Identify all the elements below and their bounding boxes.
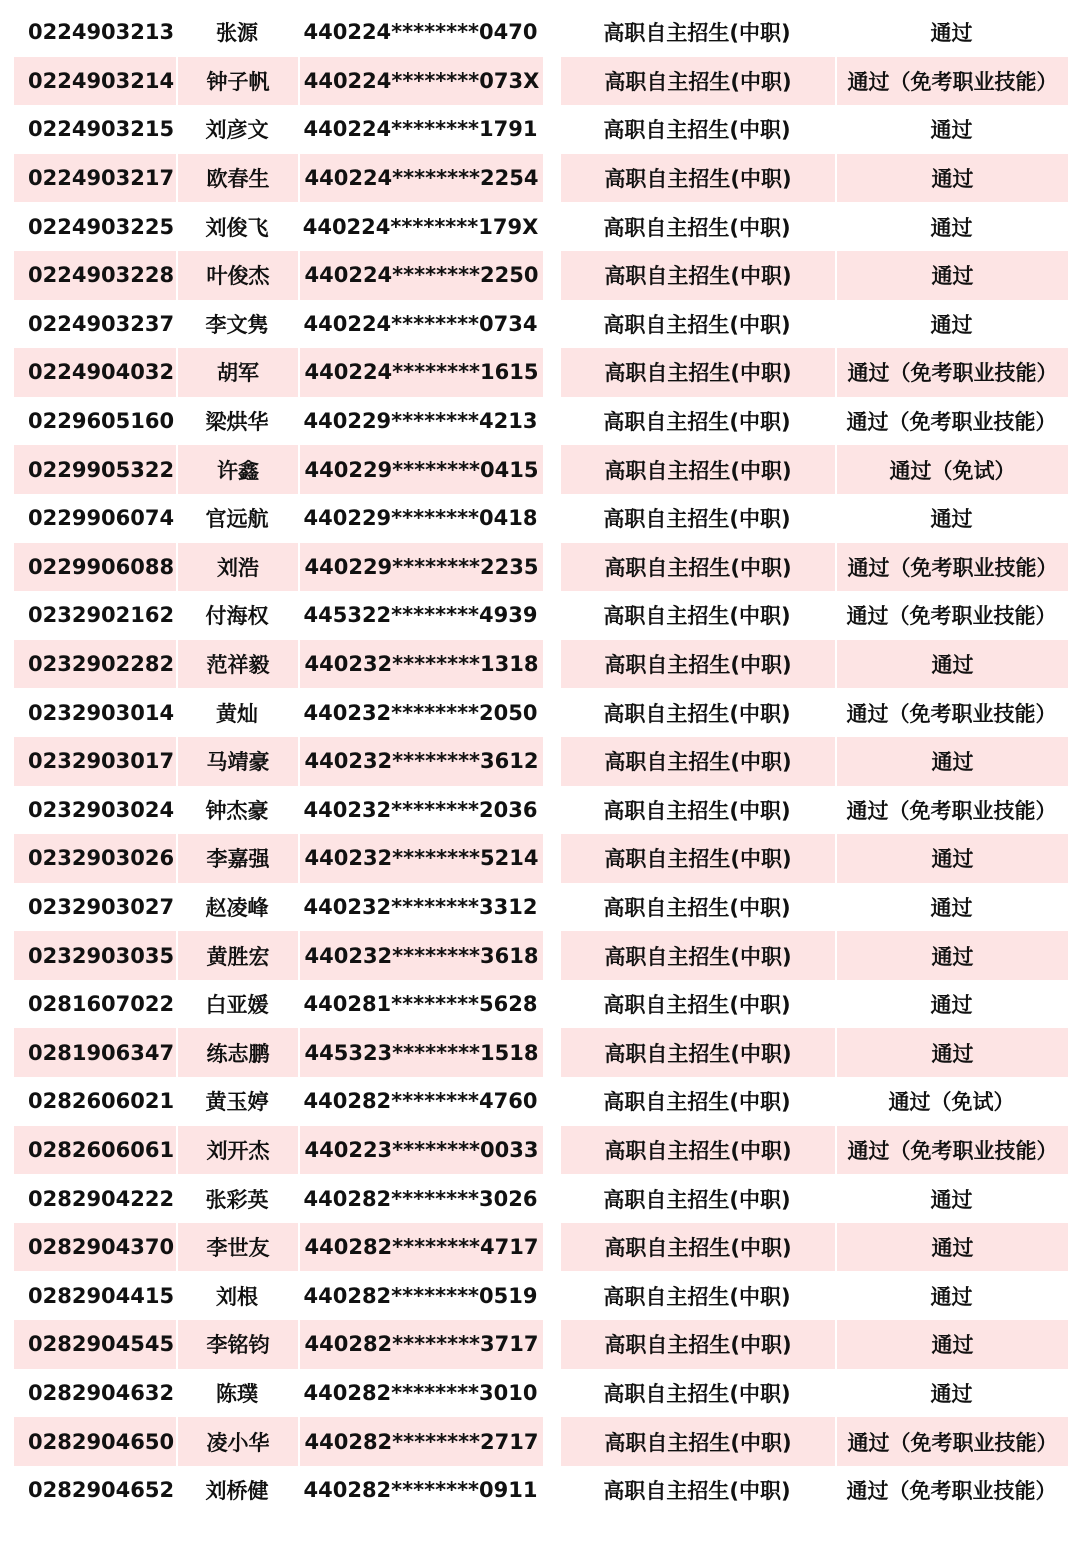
exam-number-cell: 0282606021 (28, 1089, 175, 1114)
admission-type-cell: 高职自主招生(中职) (559, 1320, 835, 1369)
student-name-cell: 刘浩 (176, 543, 298, 592)
student-name-cell: 刘开杰 (176, 1126, 298, 1175)
student-name-cell: 官远航 (205, 507, 269, 532)
admission-type-cell: 高职自主招生(中职) (559, 154, 835, 203)
result-cell: 通过 (930, 895, 973, 920)
id-card-cell: 440224********179X (302, 214, 539, 239)
exam-number-cell: 0229605160 (28, 409, 175, 434)
results-body (14, 8, 1068, 1514)
table-row (14, 688, 1068, 737)
table-row (14, 834, 1068, 883)
admission-type-cell: 高职自主招生(中职) (603, 215, 791, 240)
student-name-cell: 刘根 (216, 1284, 258, 1309)
exam-number-cell: 0229905322 (14, 445, 176, 494)
spacer-cell (543, 591, 559, 640)
table-row (14, 494, 1068, 543)
table-row (14, 445, 1068, 494)
spacer-cell (543, 883, 559, 932)
student-name-cell: 张源 (216, 21, 258, 46)
spacer-cell (543, 640, 559, 689)
table-row (14, 786, 1068, 835)
id-card-cell: 440223********0033 (298, 1126, 543, 1175)
spacer-cell (543, 1417, 559, 1466)
exam-number-cell: 0281906347 (14, 1028, 176, 1077)
result-cell: 通过 (930, 507, 973, 532)
exam-number-cell: 0224903217 (14, 154, 176, 203)
id-card-cell: 440281********5628 (303, 992, 538, 1017)
table-row (14, 1369, 1068, 1418)
admission-type-cell: 高职自主招生(中职) (559, 1126, 835, 1175)
exam-number-cell: 0224903213 (28, 20, 175, 45)
id-card-cell: 440282********4760 (303, 1089, 538, 1114)
id-card-cell: 440282********2717 (298, 1417, 543, 1466)
results-table (14, 8, 1068, 1514)
spacer-cell (543, 154, 559, 203)
admission-type-cell: 高职自主招生(中职) (603, 895, 791, 920)
student-name-cell: 李嘉强 (176, 834, 298, 883)
result-cell: 通过（免考职业技能） (835, 348, 1068, 397)
spacer-cell (543, 737, 559, 786)
spacer-cell (543, 57, 559, 106)
table-row (14, 980, 1068, 1029)
table-row (14, 57, 1068, 106)
exam-number-cell: 0282904222 (28, 1186, 175, 1211)
table-row (14, 640, 1068, 689)
admission-type-cell: 高职自主招生(中职) (603, 118, 791, 143)
spacer-cell (543, 397, 559, 446)
student-name-cell: 李文隽 (205, 312, 269, 337)
id-card-cell: 440224********1791 (303, 117, 538, 142)
table-row (14, 1223, 1068, 1272)
admission-type-cell: 高职自主招生(中职) (603, 1284, 791, 1309)
id-card-cell: 440224********2250 (298, 251, 543, 300)
admission-type-cell: 高职自主招生(中职) (603, 1479, 791, 1504)
spacer-cell (543, 1271, 559, 1320)
student-name-cell: 白亚媛 (205, 993, 269, 1018)
table-row (14, 1077, 1068, 1126)
result-cell: 通过 (930, 118, 973, 143)
result-cell: 通过（免考职业技能） (835, 1126, 1068, 1175)
admission-type-cell: 高职自主招生(中职) (559, 57, 835, 106)
admission-type-cell: 高职自主招生(中职) (603, 604, 791, 629)
student-name-cell: 练志鹏 (176, 1028, 298, 1077)
exam-number-cell: 0282904632 (28, 1380, 175, 1405)
student-name-cell: 李世友 (176, 1223, 298, 1272)
student-name-cell: 刘俊飞 (205, 215, 269, 240)
result-cell: 通过 (930, 993, 973, 1018)
id-card-cell: 440229********2235 (298, 543, 543, 592)
id-card-cell: 440282********0911 (303, 1478, 538, 1503)
exam-number-cell: 0282904545 (14, 1320, 176, 1369)
spacer-cell (543, 251, 559, 300)
exam-number-cell: 0232902162 (28, 603, 175, 628)
result-cell: 通过（免考职业技能） (835, 57, 1068, 106)
student-name-cell: 刘桥健 (205, 1479, 269, 1504)
admission-type-cell: 高职自主招生(中职) (559, 1417, 835, 1466)
result-cell: 通过（免试） (835, 445, 1068, 494)
id-card-cell: 445322********4939 (303, 603, 538, 628)
spacer-cell (543, 348, 559, 397)
admission-type-cell: 高职自主招生(中职) (559, 931, 835, 980)
admission-type-cell: 高职自主招生(中职) (603, 1187, 791, 1212)
table-row (14, 397, 1068, 446)
spacer-cell (543, 300, 559, 349)
admission-type-cell: 高职自主招生(中职) (603, 21, 791, 46)
exam-number-cell: 0224903228 (14, 251, 176, 300)
exam-number-cell: 0282904650 (14, 1417, 176, 1466)
admission-type-cell: 高职自主招生(中职) (559, 251, 835, 300)
id-card-cell: 440224********1615 (298, 348, 543, 397)
student-name-cell: 张彩英 (205, 1187, 269, 1212)
student-name-cell: 付海权 (205, 604, 269, 629)
result-cell: 通过 (835, 737, 1068, 786)
id-card-cell: 440282********3010 (303, 1380, 538, 1405)
exam-number-cell: 0282904415 (28, 1283, 175, 1308)
student-name-cell: 陈璞 (216, 1381, 258, 1406)
student-name-cell: 许鑫 (176, 445, 298, 494)
admission-type-cell: 高职自主招生(中职) (603, 993, 791, 1018)
spacer-cell (543, 786, 559, 835)
id-card-cell: 440229********4213 (303, 409, 538, 434)
table-row (14, 1126, 1068, 1175)
admission-type-cell: 高职自主招生(中职) (559, 348, 835, 397)
id-card-cell: 445323********1518 (298, 1028, 543, 1077)
admission-type-cell: 高职自主招生(中职) (603, 410, 791, 435)
table-row (14, 1028, 1068, 1077)
student-name-cell: 叶俊杰 (176, 251, 298, 300)
exam-number-cell: 0229906074 (28, 506, 175, 531)
result-cell: 通过 (835, 1320, 1068, 1369)
id-card-cell: 440282********4717 (298, 1223, 543, 1272)
spacer-cell (543, 1223, 559, 1272)
table-row (14, 1320, 1068, 1369)
id-card-cell: 440224********0734 (303, 311, 538, 336)
exam-number-cell: 0232903026 (14, 834, 176, 883)
exam-number-cell: 0232903027 (28, 894, 175, 919)
result-cell: 通过 (835, 1028, 1068, 1077)
result-cell: 通过 (930, 21, 973, 46)
id-card-cell: 440229********0415 (298, 445, 543, 494)
spacer-cell (543, 445, 559, 494)
id-card-cell: 440224********0470 (303, 20, 538, 45)
exam-number-cell: 0232903035 (14, 931, 176, 980)
exam-number-cell: 0224903237 (28, 311, 175, 336)
admission-type-cell: 高职自主招生(中职) (559, 543, 835, 592)
table-row (14, 737, 1068, 786)
admission-type-cell: 高职自主招生(中职) (603, 1090, 791, 1115)
table-row (14, 8, 1068, 57)
spacer-cell (543, 931, 559, 980)
exam-number-cell: 0232903024 (28, 797, 175, 822)
result-cell: 通过（免考职业技能） (835, 1417, 1068, 1466)
exam-number-cell: 0282904370 (14, 1223, 176, 1272)
exam-number-cell: 0281607022 (28, 992, 175, 1017)
admission-type-cell: 高职自主招生(中职) (603, 1381, 791, 1406)
result-cell: 通过（免考职业技能） (846, 604, 1057, 629)
student-name-cell: 钟子帆 (176, 57, 298, 106)
table-row (14, 154, 1068, 203)
admission-type-cell: 高职自主招生(中职) (559, 834, 835, 883)
spacer-cell (543, 1369, 559, 1418)
id-card-cell: 440232********3618 (298, 931, 543, 980)
table-row (14, 543, 1068, 592)
spacer-cell (543, 202, 559, 251)
id-card-cell: 440232********1318 (298, 640, 543, 689)
student-name-cell: 赵凌峰 (205, 895, 269, 920)
student-name-cell: 钟杰豪 (205, 798, 269, 823)
table-row (14, 931, 1068, 980)
admission-type-cell: 高职自主招生(中职) (603, 507, 791, 532)
spacer-cell (543, 1077, 559, 1126)
result-cell: 通过 (930, 1284, 973, 1309)
exam-number-cell: 0282904652 (28, 1478, 175, 1503)
result-cell: 通过（免考职业技能） (846, 1479, 1057, 1504)
result-cell: 通过（免考职业技能） (846, 798, 1057, 823)
table-row (14, 1271, 1068, 1320)
result-cell: 通过 (835, 1223, 1068, 1272)
admission-type-cell: 高职自主招生(中职) (603, 701, 791, 726)
exam-number-cell: 0229906088 (14, 543, 176, 592)
admission-type-cell: 高职自主招生(中职) (603, 798, 791, 823)
id-card-cell: 440229********0418 (303, 506, 538, 531)
student-name-cell: 黄灿 (216, 701, 258, 726)
student-name-cell: 欧春生 (176, 154, 298, 203)
table-row (14, 251, 1068, 300)
spacer-cell (543, 1028, 559, 1077)
student-name-cell: 黄胜宏 (176, 931, 298, 980)
table-row (14, 105, 1068, 154)
result-cell: 通过 (930, 312, 973, 337)
student-name-cell: 凌小华 (176, 1417, 298, 1466)
exam-number-cell: 0232903014 (28, 700, 175, 725)
table-row (14, 1417, 1068, 1466)
table-row (14, 202, 1068, 251)
result-cell: 通过 (930, 215, 973, 240)
result-cell: 通过（免考职业技能） (846, 701, 1057, 726)
table-row (14, 300, 1068, 349)
id-card-cell: 440224********2254 (298, 154, 543, 203)
spacer-cell (543, 494, 559, 543)
admission-type-cell: 高职自主招生(中职) (603, 312, 791, 337)
result-cell: 通过（免试） (888, 1090, 1015, 1115)
exam-number-cell: 0232902282 (14, 640, 176, 689)
id-card-cell: 440282********3026 (303, 1186, 538, 1211)
spacer-cell (543, 1320, 559, 1369)
table-row (14, 348, 1068, 397)
student-name-cell: 胡军 (176, 348, 298, 397)
student-name-cell: 范祥毅 (176, 640, 298, 689)
admission-type-cell: 高职自主招生(中职) (559, 640, 835, 689)
table-row (14, 1174, 1068, 1223)
result-cell: 通过 (835, 640, 1068, 689)
exam-number-cell: 0224904032 (14, 348, 176, 397)
result-cell: 通过 (835, 834, 1068, 883)
student-name-cell: 李铭钧 (176, 1320, 298, 1369)
student-name-cell: 马靖豪 (176, 737, 298, 786)
spacer-cell (543, 8, 559, 57)
spacer-cell (543, 1466, 559, 1515)
id-card-cell: 440232********2036 (303, 797, 538, 822)
table-row (14, 883, 1068, 932)
result-cell: 通过 (835, 154, 1068, 203)
id-card-cell: 440232********3612 (298, 737, 543, 786)
id-card-cell: 440282********3717 (298, 1320, 543, 1369)
spacer-cell (543, 105, 559, 154)
exam-number-cell: 0224903225 (28, 214, 175, 239)
id-card-cell: 440224********073X (298, 57, 543, 106)
student-name-cell: 刘彦文 (205, 118, 269, 143)
exam-number-cell: 0232903017 (14, 737, 176, 786)
id-card-cell: 440232********2050 (303, 700, 538, 725)
table-row (14, 591, 1068, 640)
table-row (14, 1466, 1068, 1515)
admission-type-cell: 高职自主招生(中职) (559, 1028, 835, 1077)
id-card-cell: 440232********5214 (298, 834, 543, 883)
admission-type-cell: 高职自主招生(中职) (559, 445, 835, 494)
admission-type-cell: 高职自主招生(中职) (559, 737, 835, 786)
result-cell: 通过 (930, 1187, 973, 1212)
result-cell: 通过 (835, 931, 1068, 980)
result-cell: 通过 (835, 251, 1068, 300)
student-name-cell: 梁烘华 (205, 410, 269, 435)
id-card-cell: 440232********3312 (303, 894, 538, 919)
exam-number-cell: 0224903215 (28, 117, 175, 142)
spacer-cell (543, 688, 559, 737)
id-card-cell: 440282********0519 (303, 1283, 538, 1308)
exam-number-cell: 0224903214 (14, 57, 176, 106)
spacer-cell (543, 543, 559, 592)
result-cell: 通过（免考职业技能） (835, 543, 1068, 592)
spacer-cell (543, 834, 559, 883)
spacer-cell (543, 980, 559, 1029)
result-cell: 通过（免考职业技能） (846, 410, 1057, 435)
student-name-cell: 黄玉婷 (205, 1090, 269, 1115)
spacer-cell (543, 1174, 559, 1223)
admission-type-cell: 高职自主招生(中职) (559, 1223, 835, 1272)
result-cell: 通过 (930, 1381, 973, 1406)
spacer-cell (543, 1126, 559, 1175)
exam-number-cell: 0282606061 (14, 1126, 176, 1175)
